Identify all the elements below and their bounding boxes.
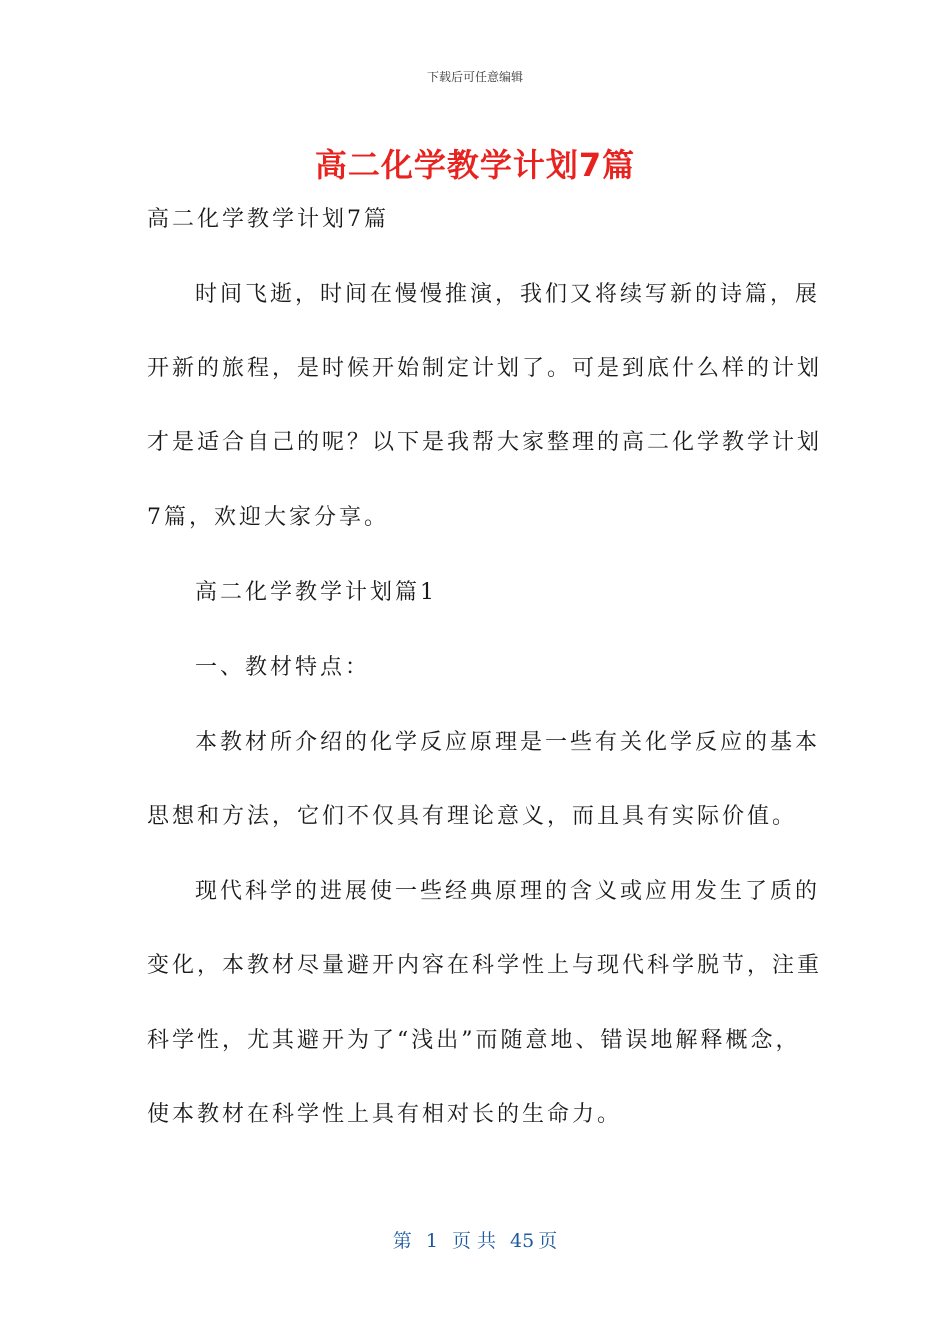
section-heading: 高二化学教学计划篇1 xyxy=(195,580,437,605)
paragraph-line: 才是适合自己的呢？以下是我帮大家整理的高二化学教学计划 xyxy=(147,430,823,455)
paragraph-line: 时间飞逝，时间在慢慢推演，我们又将续写新的诗篇，展 xyxy=(195,282,821,307)
header-note: 下载后可任意编辑 xyxy=(426,70,523,84)
paragraph-line: 使本教材在科学性上具有相对长的生命力。 xyxy=(147,1102,623,1127)
paragraph-line: 开新的旅程，是时候开始制定计划了。可是到底什么样的计划 xyxy=(147,356,823,381)
paragraph-line: 7篇，欢迎大家分享。 xyxy=(147,505,389,530)
paragraph-line: 现代科学的进展使一些经典原理的含义或应用发生了质的 xyxy=(195,879,821,904)
footer-mid: 页 共 xyxy=(451,1230,496,1252)
document-title: 高二化学教学计划7篇 xyxy=(314,146,636,184)
total-page-count: 45 xyxy=(510,1230,535,1252)
paragraph-line: 科学性，尤其避开为了“浅出”而随意地、错误地解释概念， xyxy=(147,1028,801,1053)
paragraph-line: 本教材所介绍的化学反应原理是一些有关化学反应的基本 xyxy=(195,730,821,755)
subsection-heading: 一、教材特点： xyxy=(195,655,371,680)
footer-suffix: 页 xyxy=(538,1230,558,1252)
paragraph-line: 思想和方法，它们不仅具有理论意义，而且具有实际价值。 xyxy=(147,804,798,829)
subtitle-line: 高二化学教学计划7篇 xyxy=(147,207,389,232)
footer-prefix: 第 xyxy=(392,1230,412,1252)
current-page-number: 1 xyxy=(425,1230,438,1252)
paragraph-line: 变化，本教材尽量避开内容在科学性上与现代科学脱节，注重 xyxy=(147,953,823,978)
page-footer xyxy=(0,1226,950,1253)
